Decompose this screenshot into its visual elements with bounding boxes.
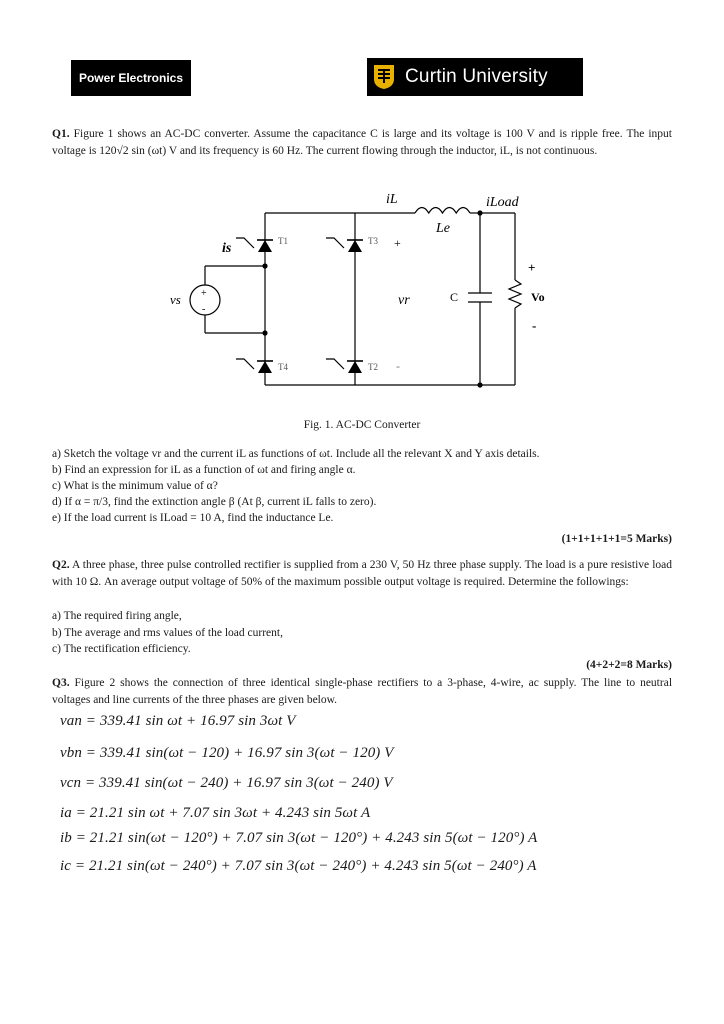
q1-part-d: d) If α = π/3, find the extinction angle β (At β, current iL falls to zero). <box>52 496 377 508</box>
label-t1: T1 <box>278 236 288 246</box>
equation-vbn: vbn = 339.41 sin(ωt − 120) + 16.97 sin 3(ωt − 120) V <box>60 745 394 761</box>
label-iload: iLoad <box>486 195 519 210</box>
vs-plus: + <box>201 288 207 299</box>
crest-icon <box>373 64 395 90</box>
figure-1-caption: Fig. 1. AC-DC Converter <box>303 419 421 431</box>
q1-intro-text: Figure 1 shows an AC-DC converter. Assume the capacitance C is large and its voltage is 100 V and is ripple free. The input voltage is 120√2 sin (ωt) V and its frequency is 60 Hz. The current flowing through the inductor, iL, is not continuous. <box>52 128 672 157</box>
vs-minus: - <box>202 304 206 315</box>
equation-ia: ia = 21.21 sin ωt + 7.07 sin 3ωt + 4.243 sin 5ωt A <box>60 805 371 821</box>
equation-van: van = 339.41 sin ωt + 16.97 sin 3ωt V <box>60 713 296 729</box>
q1-number: Q1. <box>52 128 70 140</box>
equation-ib: ib = 21.21 sin(ωt − 120°) + 7.07 sin 3(ωt − 120°) + 4.243 sin 5(ωt − 120°) A <box>60 830 538 846</box>
thyristor-t3-icon <box>348 240 362 252</box>
label-vo: Vo <box>531 290 545 304</box>
q3-intro-text: Figure 2 shows the connection of three identical single-phase rectifiers to a 3-phase, 4-wire, ac supply. The line to neutral voltages and line currents of the three phases are given below. <box>52 677 673 706</box>
label-t3: T3 <box>368 236 378 246</box>
label-vr: vr <box>398 293 410 308</box>
equation-vcn: vcn = 339.41 sin(ωt − 240) + 16.97 sin 3(ωt − 240) V <box>60 775 393 791</box>
q1-part-b: b) Find an expression for iL as a function of ωt and firing angle α. <box>52 464 356 476</box>
q3-intro <box>52 675 672 709</box>
q2-part-b: b) The average and rms values of the load current, <box>52 627 283 639</box>
q1-part-c: c) What is the minimum value of α? <box>52 480 218 492</box>
equation-ic: ic = 21.21 sin(ωt − 240°) + 7.07 sin 3(ωt − 240°) + 4.243 sin 5(ωt − 240°) A <box>60 858 537 874</box>
vr-minus: - <box>396 359 400 373</box>
university-logo <box>367 58 583 96</box>
thyristor-t1-icon <box>258 240 272 252</box>
q2-number: Q2. <box>52 559 70 571</box>
q2-marks: (4+2+2=8 Marks) <box>586 659 672 671</box>
q2-part-c: c) The rectification efficiency. <box>52 643 191 655</box>
label-t2: T2 <box>368 362 378 372</box>
vo-plus: + <box>528 260 536 275</box>
course-label: Power Electronics <box>71 60 191 96</box>
university-name: Curtin University <box>405 66 548 87</box>
q2-intro <box>52 557 672 591</box>
thyristor-t2-icon <box>348 361 362 373</box>
label-le: Le <box>436 221 450 236</box>
thyristor-t4-icon <box>258 361 272 373</box>
label-il: iL <box>386 192 398 207</box>
q1-intro <box>52 126 672 160</box>
label-t4: T4 <box>278 362 288 372</box>
vr-plus: + <box>394 236 401 250</box>
label-is: is <box>222 241 232 256</box>
q2-part-a: a) The required firing angle, <box>52 610 182 622</box>
ac-dc-converter-figure <box>160 188 560 413</box>
q1-part-a: a) Sketch the voltage vr and the current iL as functions of ωt. Include all the relevant X and Y axis details. <box>52 448 540 460</box>
q2-intro-text: A three phase, three pulse controlled rectifier is supplied from a 230 V, 50 Hz three phase supply. The load is a pure resistive load with 10 Ω. An average output voltage of 50% of the maximum possible output voltage is required. Determine the followings: <box>52 559 672 588</box>
q1-part-e: e) If the load current is ILoad = 10 A, find the inductance Le. <box>52 512 334 524</box>
vo-minus: - <box>532 318 537 333</box>
label-vs: vs <box>170 292 181 307</box>
q3-number: Q3. <box>52 677 70 689</box>
label-c: C <box>450 290 459 304</box>
q1-marks: (1+1+1+1+1=5 Marks) <box>561 533 672 545</box>
